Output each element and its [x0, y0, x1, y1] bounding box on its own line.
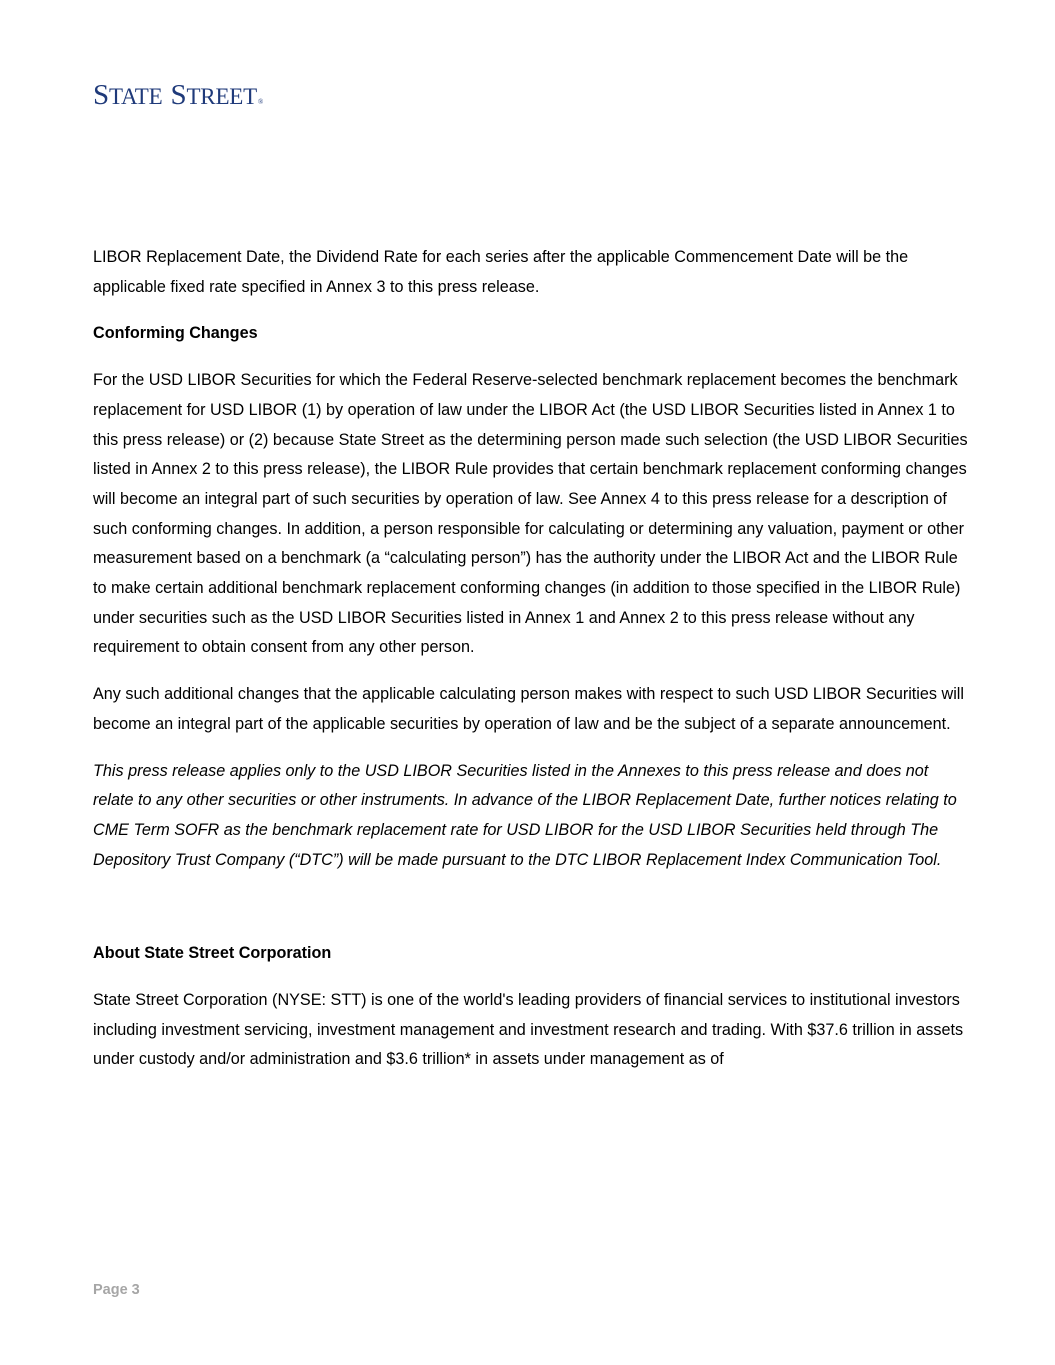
paragraph-conforming-changes: For the USD LIBOR Securities for which the Federal Reserve-selected benchmark replacement becomes the benchmark replacement for USD LIBOR (1) by operation of law under the LIBOR Act (the USD LIBOR Securities listed in Annex 1 to this press release) or (2) because State Street as the determining person made such selection (the USD LIBOR Securities listed in Annex 2 to this press release), the LIBOR Rule provides that certain benchmark replacement conforming changes will become an integral part of such securities by operation of law. See Annex 4 to this press release for a description of such conforming changes. In addition, a person responsible for calculating or determining any valuation, payment or other measurement based on a benchmark (a “calculating person”) has the authority under the LIBOR Act and the LIBOR Rule to make certain additional benchmark replacement conforming changes (in addition to those specified in the LIBOR Rule) under securities such as the USD LIBOR Securities listed in Annex 1 and Annex 2 to this press release without any requirement to obtain consent from any other person. — [93, 371, 968, 657]
paragraph-libor-replacement: LIBOR Replacement Date, the Dividend Rate for each series after the applicable Commencement Date will be the applicable fixed rate specified in Annex 3 to this press release. — [93, 248, 909, 296]
state-street-logo — [93, 80, 263, 117]
paragraph-additional-changes: Any such additional changes that the applicable calculating person makes with respect to such USD LIBOR Securities will become an integral part of the applicable securities by operation of law and be the subject of a separate announcement. — [93, 685, 964, 733]
page-number: Page 3 — [93, 1282, 140, 1298]
logo-initial-2: S — [170, 79, 187, 111]
registered-mark: ® — [258, 98, 264, 106]
logo-text-2: TREET — [186, 84, 257, 109]
heading-about-state-street: About State Street Corporation — [93, 944, 332, 963]
logo-initial-1: S — [93, 79, 109, 111]
paragraph-disclaimer: This press release applies only to the USD LIBOR Securities listed in the Annexes to this press release and does not relate to any other securities or other instruments. In advance of the LIBOR Replacement Date, further notices relating to CME Term SOFR as the benchmark replacement rate for USD LIBOR for the USD LIBOR Securities held through The Depository Trust Company (“DTC”) will be made pursuant to the DTC LIBOR Replacement Index Communication Tool. — [93, 761, 957, 869]
logo-text-1: TATE — [108, 84, 163, 109]
document-body — [93, 243, 968, 1092]
heading-conforming-changes: Conforming Changes — [93, 324, 258, 343]
paragraph-about-state-street: State Street Corporation (NYSE: STT) is one of the world's leading providers of financial services to institutional investors including investment servicing, investment management and investment research and trading. With $37.6 trillion in assets under custody and/or administration and $3.6 trillion* in assets under management as of — [93, 991, 964, 1069]
section-spacer — [93, 892, 968, 939]
